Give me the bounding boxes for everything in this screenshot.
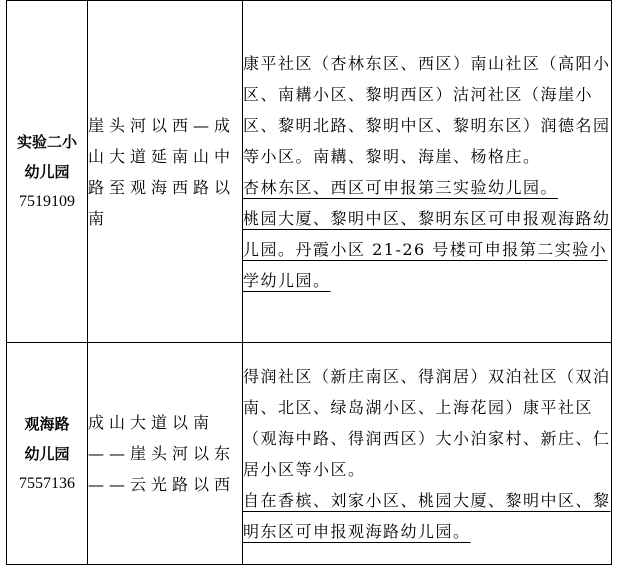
enrollment-zone-table: [6, 0, 612, 565]
note-text: 自在香槟、刘家小区、桃园大厦、黎明中区、黎明东区可申报观海路幼儿园。: [243, 490, 611, 541]
range-cell: 成山大道以南——崖头河以东——云光路以西: [88, 343, 243, 565]
table-row: [7, 1, 612, 343]
school-name: 观海路 幼儿园: [24, 414, 70, 463]
communities-text: 得润社区（新庄南区、得润居）双泊社区（双泊南、北区、绿岛湖小区、上海花园）康平社区（观海中路、得润西区）大小泊家村、新庄、仁居小区等小区。: [243, 366, 611, 479]
communities-cell: [243, 343, 612, 565]
range-cell: 崖头河以西—成山大道延南山中路至观海西路以南: [88, 1, 243, 343]
school-phone: 7557136: [19, 474, 75, 492]
communities-cell: [243, 1, 612, 343]
school-name: 实验二小 幼儿园: [16, 132, 77, 181]
school-phone: 7519109: [19, 192, 75, 210]
communities-text: 康平社区（杏林东区、西区）南山社区（高阳小区、南耩小区、黎明西区）沽河社区（海崖小区、黎明北路、黎明中区、黎明东区）润德名园等小区。南耩、黎明、海崖、杨格庄。: [243, 53, 611, 166]
school-cell: [7, 1, 88, 343]
note-text: 杏林东区、西区可申报第三实验幼儿园。: [243, 177, 559, 197]
table-row: [7, 343, 612, 565]
school-cell: [7, 343, 88, 565]
note-text: 桃园大厦、黎明中区、黎明东区可申报观海路幼儿园。丹霞小区 21-26 号楼可申报第二实验小学幼儿园。: [243, 208, 611, 290]
